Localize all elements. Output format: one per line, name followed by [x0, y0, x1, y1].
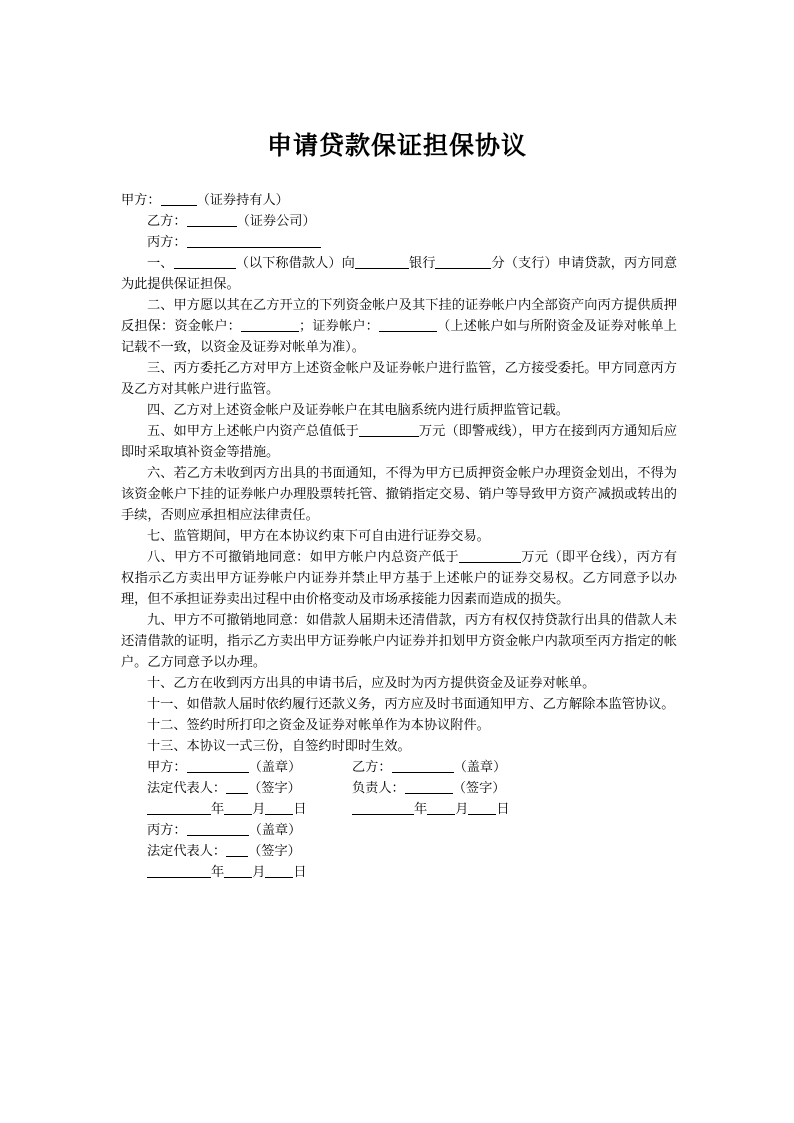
clause-1-text-c: 银行 — [408, 256, 436, 271]
sig-party-b-responsible-blank — [405, 779, 453, 794]
party-b-prefix: 乙方： — [147, 214, 187, 229]
page-title: 申请贷款保证担保协议 — [266, 131, 527, 160]
sig-party-a-label: 甲方： — [147, 760, 187, 775]
party-a-date — [147, 799, 352, 820]
party-b-responsible — [352, 778, 506, 799]
clause-2 — [121, 295, 677, 358]
clause-2-text-b: ；证券帐户： — [299, 319, 379, 334]
clause-1-text-a: 一、 — [147, 256, 174, 271]
party-b-blank — [187, 212, 237, 227]
sig-party-c-legal-rep-blank — [226, 842, 248, 857]
sig-party-c-month-blank — [224, 863, 252, 878]
signature-row-3 — [121, 799, 677, 820]
clause-7: 七、监管期间，甲方在本协议约束下可自由进行证券交易。 — [147, 529, 490, 544]
sig-party-a-seal-text: （盖章） — [248, 760, 302, 775]
sig-party-a-legal-rep-blank — [226, 779, 248, 794]
sig-party-b-seal-text: （盖章） — [453, 760, 507, 775]
sig-party-a-day: 日 — [293, 802, 307, 817]
party-c-prefix: 丙方： — [147, 235, 187, 250]
party-c-blank — [187, 233, 321, 248]
liquidation-line-blank — [459, 548, 521, 563]
clause-6: 六、若乙方未收到丙方出具的书面通知，不得为甲方已质押资金帐户办理资金划出，不得为该资金帐户下挂的证券帐户办理股票转托管、撤销指定交易、销户等导致甲方资产减损或转出的手续，否则应承担相应法律责任。 — [121, 466, 677, 523]
clause-4: 四、乙方对上述资金帐户及证券帐户在其电脑系统内进行质押监管记载。 — [147, 403, 569, 418]
party-b-seal — [352, 757, 506, 778]
signature-row-6 — [121, 862, 677, 883]
clause-8 — [121, 547, 677, 610]
sig-party-c-blank — [187, 821, 249, 836]
clause-13: 十三、本协议一式三份，自签约时即时生效。 — [147, 739, 411, 754]
sig-party-a-month-blank — [224, 800, 252, 815]
clause-11: 十一、如借款人届时依约履行还款义务，丙方应及时书面通知甲方、乙方解除本监管协议。 — [147, 697, 675, 712]
sig-party-b-label: 乙方： — [352, 760, 392, 775]
signature-row-5 — [121, 841, 677, 862]
clause-1-text-d: 分（支行）申请贷款，丙方同意为此提供保证担保。 — [121, 256, 678, 292]
clause-12: 十二、签约时所打印之资金及证券对帐单作为本协议附件。 — [147, 718, 490, 733]
sig-party-b-sign-text: （签字） — [452, 781, 506, 796]
party-b-line — [121, 211, 677, 232]
party-a-prefix: 甲方： — [121, 193, 161, 208]
party-c-date — [147, 862, 352, 883]
sig-party-b-year: 年 — [414, 802, 428, 817]
securities-account-blank — [379, 317, 437, 332]
sig-party-b-day-blank — [468, 800, 496, 815]
signature-row-4 — [121, 820, 677, 841]
sig-party-a-year: 年 — [211, 802, 225, 817]
clause-5-text-b: 万元（即警戒线），甲方在接到丙方通知后应即时采取填补资金等措施。 — [121, 424, 678, 460]
sig-party-c-day-blank — [265, 863, 293, 878]
clause-1 — [121, 253, 677, 295]
signature-row-2 — [121, 778, 677, 799]
sig-party-c-sign-text: （签字） — [248, 844, 301, 859]
clause-3: 三、丙方委托乙方对甲方上述资金帐户及证券帐户进行监管，乙方接受委托。甲方同意丙方及乙方对其帐户进行监管。 — [121, 361, 677, 397]
sig-party-a-sign-text: （签字） — [248, 781, 301, 796]
sig-party-a-month: 月 — [252, 802, 266, 817]
warning-line-blank — [359, 422, 419, 437]
clause-1-text-b: （以下称借款人）向 — [235, 256, 355, 271]
signature-row-1 — [121, 757, 677, 778]
sig-party-a-day-blank — [265, 800, 293, 815]
sig-party-c-label: 丙方： — [147, 823, 187, 838]
branch-blank — [435, 254, 491, 269]
bank-blank — [355, 254, 409, 269]
borrower-blank — [174, 254, 236, 269]
sig-party-b-responsible-label: 负责人： — [352, 781, 405, 796]
party-c-seal — [147, 820, 352, 841]
party-b-suffix: （证券公司） — [236, 214, 316, 229]
sig-party-b-month-blank — [427, 800, 455, 815]
party-a-suffix: （证券持有人） — [196, 193, 289, 208]
clause-2-text-a: 二、甲方愿以其在乙方开立的下列资金帐户及其下挂的证券帐户内全部资产向丙方提供质押反担保：资金帐户： — [121, 298, 677, 334]
sig-party-a-year-blank — [147, 800, 211, 815]
sig-party-a-blank — [187, 758, 249, 773]
sig-party-b-blank — [392, 758, 454, 773]
sig-party-c-year-blank — [147, 863, 211, 878]
sig-party-c-year: 年 — [211, 865, 225, 880]
party-c-line — [121, 232, 677, 253]
party-a-blank — [161, 191, 197, 206]
sig-party-b-month: 月 — [455, 802, 469, 817]
party-a-legal-rep — [147, 778, 352, 799]
sig-party-b-year-blank — [352, 800, 414, 815]
clause-8-text-a: 八、甲方不可撤销地同意：如甲方帐户内总资产低于 — [147, 550, 459, 565]
clause-2-text-c: （上述帐户如与所附资金及证券对帐单上记载不一致，以资金及证券对帐单为准）。 — [121, 319, 677, 355]
sig-party-b-day: 日 — [496, 802, 510, 817]
sig-party-c-day: 日 — [293, 865, 307, 880]
clause-8-text-b: 万元（即平仓线），丙方有权指示乙方卖出甲方证券帐户内证券并禁止甲方基于上述帐户的证券交易权。乙方同意予以办理，但不承担证券卖出过程中由价格变动及市场承接能力因素而造成的损失。 — [121, 550, 677, 607]
document-body — [121, 190, 677, 883]
party-b-date — [352, 799, 510, 820]
sig-party-c-seal-text: （盖章） — [248, 823, 302, 838]
sig-party-a-legal-rep-label: 法定代表人： — [147, 781, 227, 796]
party-a-seal — [147, 757, 352, 778]
party-c-legal-rep — [147, 841, 352, 862]
sig-party-c-month: 月 — [252, 865, 266, 880]
sig-party-c-legal-rep-label: 法定代表人： — [147, 844, 227, 859]
clause-5-text-a: 五、如甲方上述帐户内资产总值低于 — [147, 424, 359, 439]
clause-9: 九、甲方不可撤销地同意：如借款人届期未还清借款，丙方有权仅持贷款行出具的借款人未还清借款的证明，指示乙方卖出甲方证券帐户内证券并扣划甲方资金帐户内款项至丙方指定的帐户。乙方同意予以办理。 — [121, 613, 677, 670]
clause-5 — [121, 421, 677, 463]
party-a-line — [121, 190, 677, 211]
clause-10: 十、乙方在收到丙方出具的申请书后，应及时为丙方提供资金及证券对帐单。 — [147, 676, 596, 691]
fund-account-blank — [241, 317, 299, 332]
